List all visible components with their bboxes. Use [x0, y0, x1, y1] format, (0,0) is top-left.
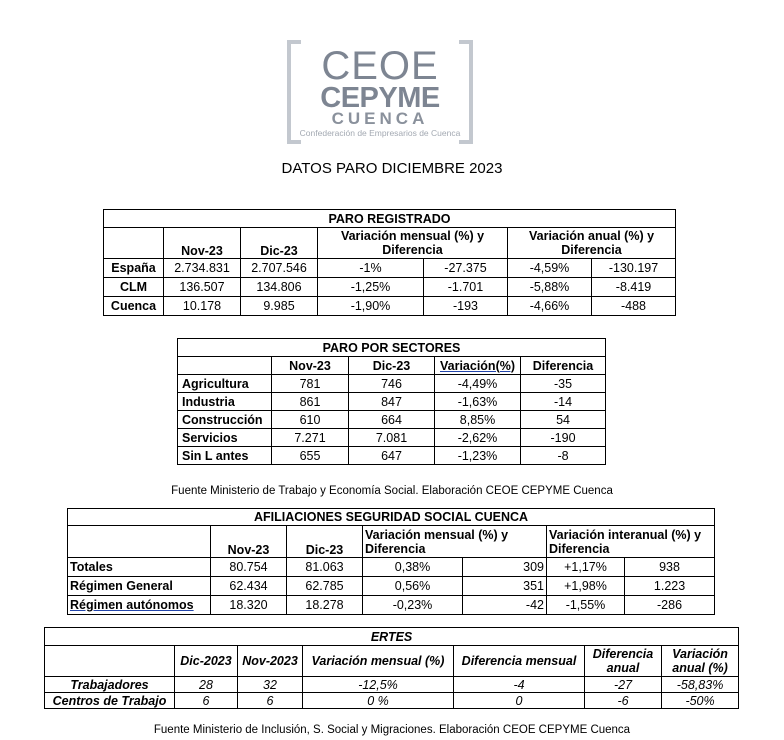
- cell: 861: [272, 393, 349, 411]
- afiliaciones-table: [67, 508, 715, 615]
- cell: 80.754: [211, 558, 287, 577]
- cell: -1,63%: [435, 393, 521, 411]
- table-row: [68, 596, 715, 615]
- cell: 746: [349, 375, 435, 393]
- header-blank: [68, 526, 211, 558]
- cell: 847: [349, 393, 435, 411]
- row-label: España: [104, 259, 164, 278]
- cell: 28: [175, 677, 238, 693]
- cell: 62.434: [211, 577, 287, 596]
- cell: 664: [349, 411, 435, 429]
- cell: 9.985: [241, 297, 318, 316]
- cell: 781: [272, 375, 349, 393]
- afiliaciones-title: AFILIACIONES SEGURIDAD SOCIAL CUENCA: [68, 509, 715, 526]
- cell: -58,83%: [662, 677, 739, 693]
- cell: 610: [272, 411, 349, 429]
- cell: -12,5%: [303, 677, 454, 693]
- paro-sectores-title: PARO POR SECTORES: [178, 339, 606, 357]
- cell: -130.197: [592, 259, 676, 278]
- source-note-trabajo: Fuente Ministerio de Trabajo y Economía Social. Elaboración CEOE CEPYME Cuenca: [171, 485, 613, 497]
- cell: 655: [272, 447, 349, 465]
- header-nov23: Nov-23: [211, 526, 287, 558]
- cell: 2.734.831: [164, 259, 241, 278]
- document-title: DATOS PARO DICIEMBRE 2023: [281, 160, 503, 177]
- header-blank: [104, 228, 164, 259]
- header-diferencia-mensual: Diferencia mensual: [454, 646, 585, 677]
- cell: -190: [521, 429, 606, 447]
- header-nov2023: Nov-2023: [238, 646, 303, 677]
- table-row: [104, 278, 676, 297]
- cell: 6: [175, 693, 238, 709]
- row-label: CLM: [104, 278, 164, 297]
- table-row: [178, 375, 606, 393]
- table-row: [45, 677, 739, 693]
- row-label: Industria: [178, 393, 272, 411]
- cell: 2.707.546: [241, 259, 318, 278]
- cell: 54: [521, 411, 606, 429]
- cell: -14: [521, 393, 606, 411]
- cell: 8,85%: [435, 411, 521, 429]
- header-diferencia-anual: Diferencia anual: [585, 646, 662, 677]
- cell: -4,59%: [508, 259, 592, 278]
- cell: -1%: [318, 259, 424, 278]
- header-variacion-anual: Variación anual (%) y Diferencia: [508, 228, 676, 259]
- logo-line-cepyme: CEPYME: [320, 82, 440, 114]
- header-variacion-mensual: Variación mensual (%) y Diferencia: [363, 526, 547, 558]
- table-row: [104, 297, 676, 316]
- cell: 6: [238, 693, 303, 709]
- table-row: [68, 558, 715, 577]
- cell: 309: [463, 558, 547, 577]
- cell: -4,66%: [508, 297, 592, 316]
- row-label: Trabajadores: [45, 677, 175, 693]
- cell: -6: [585, 693, 662, 709]
- header-variacion-mensual: Variación mensual (%): [303, 646, 454, 677]
- cell: 938: [625, 558, 715, 577]
- cell: -4: [454, 677, 585, 693]
- cell: -27.375: [424, 259, 508, 278]
- cell: -4,49%: [435, 375, 521, 393]
- header-blank: [178, 357, 272, 375]
- ertes-table: [44, 627, 739, 709]
- header-dic23: Dic-23: [287, 526, 363, 558]
- cell: 10.178: [164, 297, 241, 316]
- cell: 0 %: [303, 693, 454, 709]
- row-label: Régimen General: [68, 577, 211, 596]
- cell: -8.419: [592, 278, 676, 297]
- paro-registrado-title: PARO REGISTRADO: [104, 210, 676, 228]
- header-dic23: Dic-23: [349, 357, 435, 375]
- row-label: Cuenca: [104, 297, 164, 316]
- cell: -42: [463, 596, 547, 615]
- cell: 0: [454, 693, 585, 709]
- paro-registrado-table: [103, 209, 676, 316]
- table-row: [104, 259, 676, 278]
- paro-sectores-table: [177, 338, 606, 465]
- cell: -1,23%: [435, 447, 521, 465]
- cell: 7.081: [349, 429, 435, 447]
- header-nov23: Nov-23: [272, 357, 349, 375]
- cell: 351: [463, 577, 547, 596]
- cell: -488: [592, 297, 676, 316]
- header-variacion-anual: Variación anual (%): [662, 646, 739, 677]
- header-variacion-mensual: Variación mensual (%) y Diferencia: [318, 228, 508, 259]
- table-row: [178, 447, 606, 465]
- ertes-title: ERTES: [45, 628, 739, 646]
- cell: -193: [424, 297, 508, 316]
- cell: 134.806: [241, 278, 318, 297]
- cell: -0,23%: [363, 596, 463, 615]
- cell: -35: [521, 375, 606, 393]
- cell: -1,25%: [318, 278, 424, 297]
- row-label: Agricultura: [178, 375, 272, 393]
- cell: -1,90%: [318, 297, 424, 316]
- header-blank: [45, 646, 175, 677]
- ceoe-cepyme-logo: [287, 40, 473, 140]
- header-dic23: Dic-23: [241, 228, 318, 259]
- table-row: [68, 577, 715, 596]
- row-label: Sin L antes: [178, 447, 272, 465]
- cell: -286: [625, 596, 715, 615]
- cell: 647: [349, 447, 435, 465]
- logo-tagline: Confederación de Empresarios de Cuenca: [299, 128, 461, 138]
- source-note-inclusion: Fuente Ministerio de Inclusión, S. Social y Migraciones. Elaboración CEOE CEPYME Cuenca: [153, 724, 631, 736]
- cell: 0,56%: [363, 577, 463, 596]
- cell: 62.785: [287, 577, 363, 596]
- cell: -1,55%: [547, 596, 625, 615]
- cell: 136.507: [164, 278, 241, 297]
- cell: 0,38%: [363, 558, 463, 577]
- header-variacion: Variación(%): [435, 357, 521, 375]
- cell: +1,17%: [547, 558, 625, 577]
- cell: +1,98%: [547, 577, 625, 596]
- header-nov23: Nov-23: [164, 228, 241, 259]
- header-variacion-interanual: Variación interanual (%) y Diferencia: [547, 526, 715, 558]
- cell: 18.278: [287, 596, 363, 615]
- cell: -8: [521, 447, 606, 465]
- cell: -50%: [662, 693, 739, 709]
- table-row: [178, 393, 606, 411]
- logo-line-ceoe: CEOE: [321, 44, 439, 88]
- row-label: Centros de Trabajo: [45, 693, 175, 709]
- cell: 18.320: [211, 596, 287, 615]
- cell: 7.271: [272, 429, 349, 447]
- cell: -5,88%: [508, 278, 592, 297]
- logo-line-cuenca: CUENCA: [331, 109, 429, 128]
- row-label: Servicios: [178, 429, 272, 447]
- cell: 81.063: [287, 558, 363, 577]
- table-row: [178, 411, 606, 429]
- table-row: [178, 429, 606, 447]
- row-label: Régimen autónomos: [68, 596, 211, 615]
- cell: 32: [238, 677, 303, 693]
- cell: -27: [585, 677, 662, 693]
- table-row: [45, 693, 739, 709]
- header-diferencia: Diferencia: [521, 357, 606, 375]
- header-dic2023: Dic-2023: [175, 646, 238, 677]
- cell: 1.223: [625, 577, 715, 596]
- cell: -1.701: [424, 278, 508, 297]
- cell: -2,62%: [435, 429, 521, 447]
- row-label: Construcción: [178, 411, 272, 429]
- row-label: Totales: [68, 558, 211, 577]
